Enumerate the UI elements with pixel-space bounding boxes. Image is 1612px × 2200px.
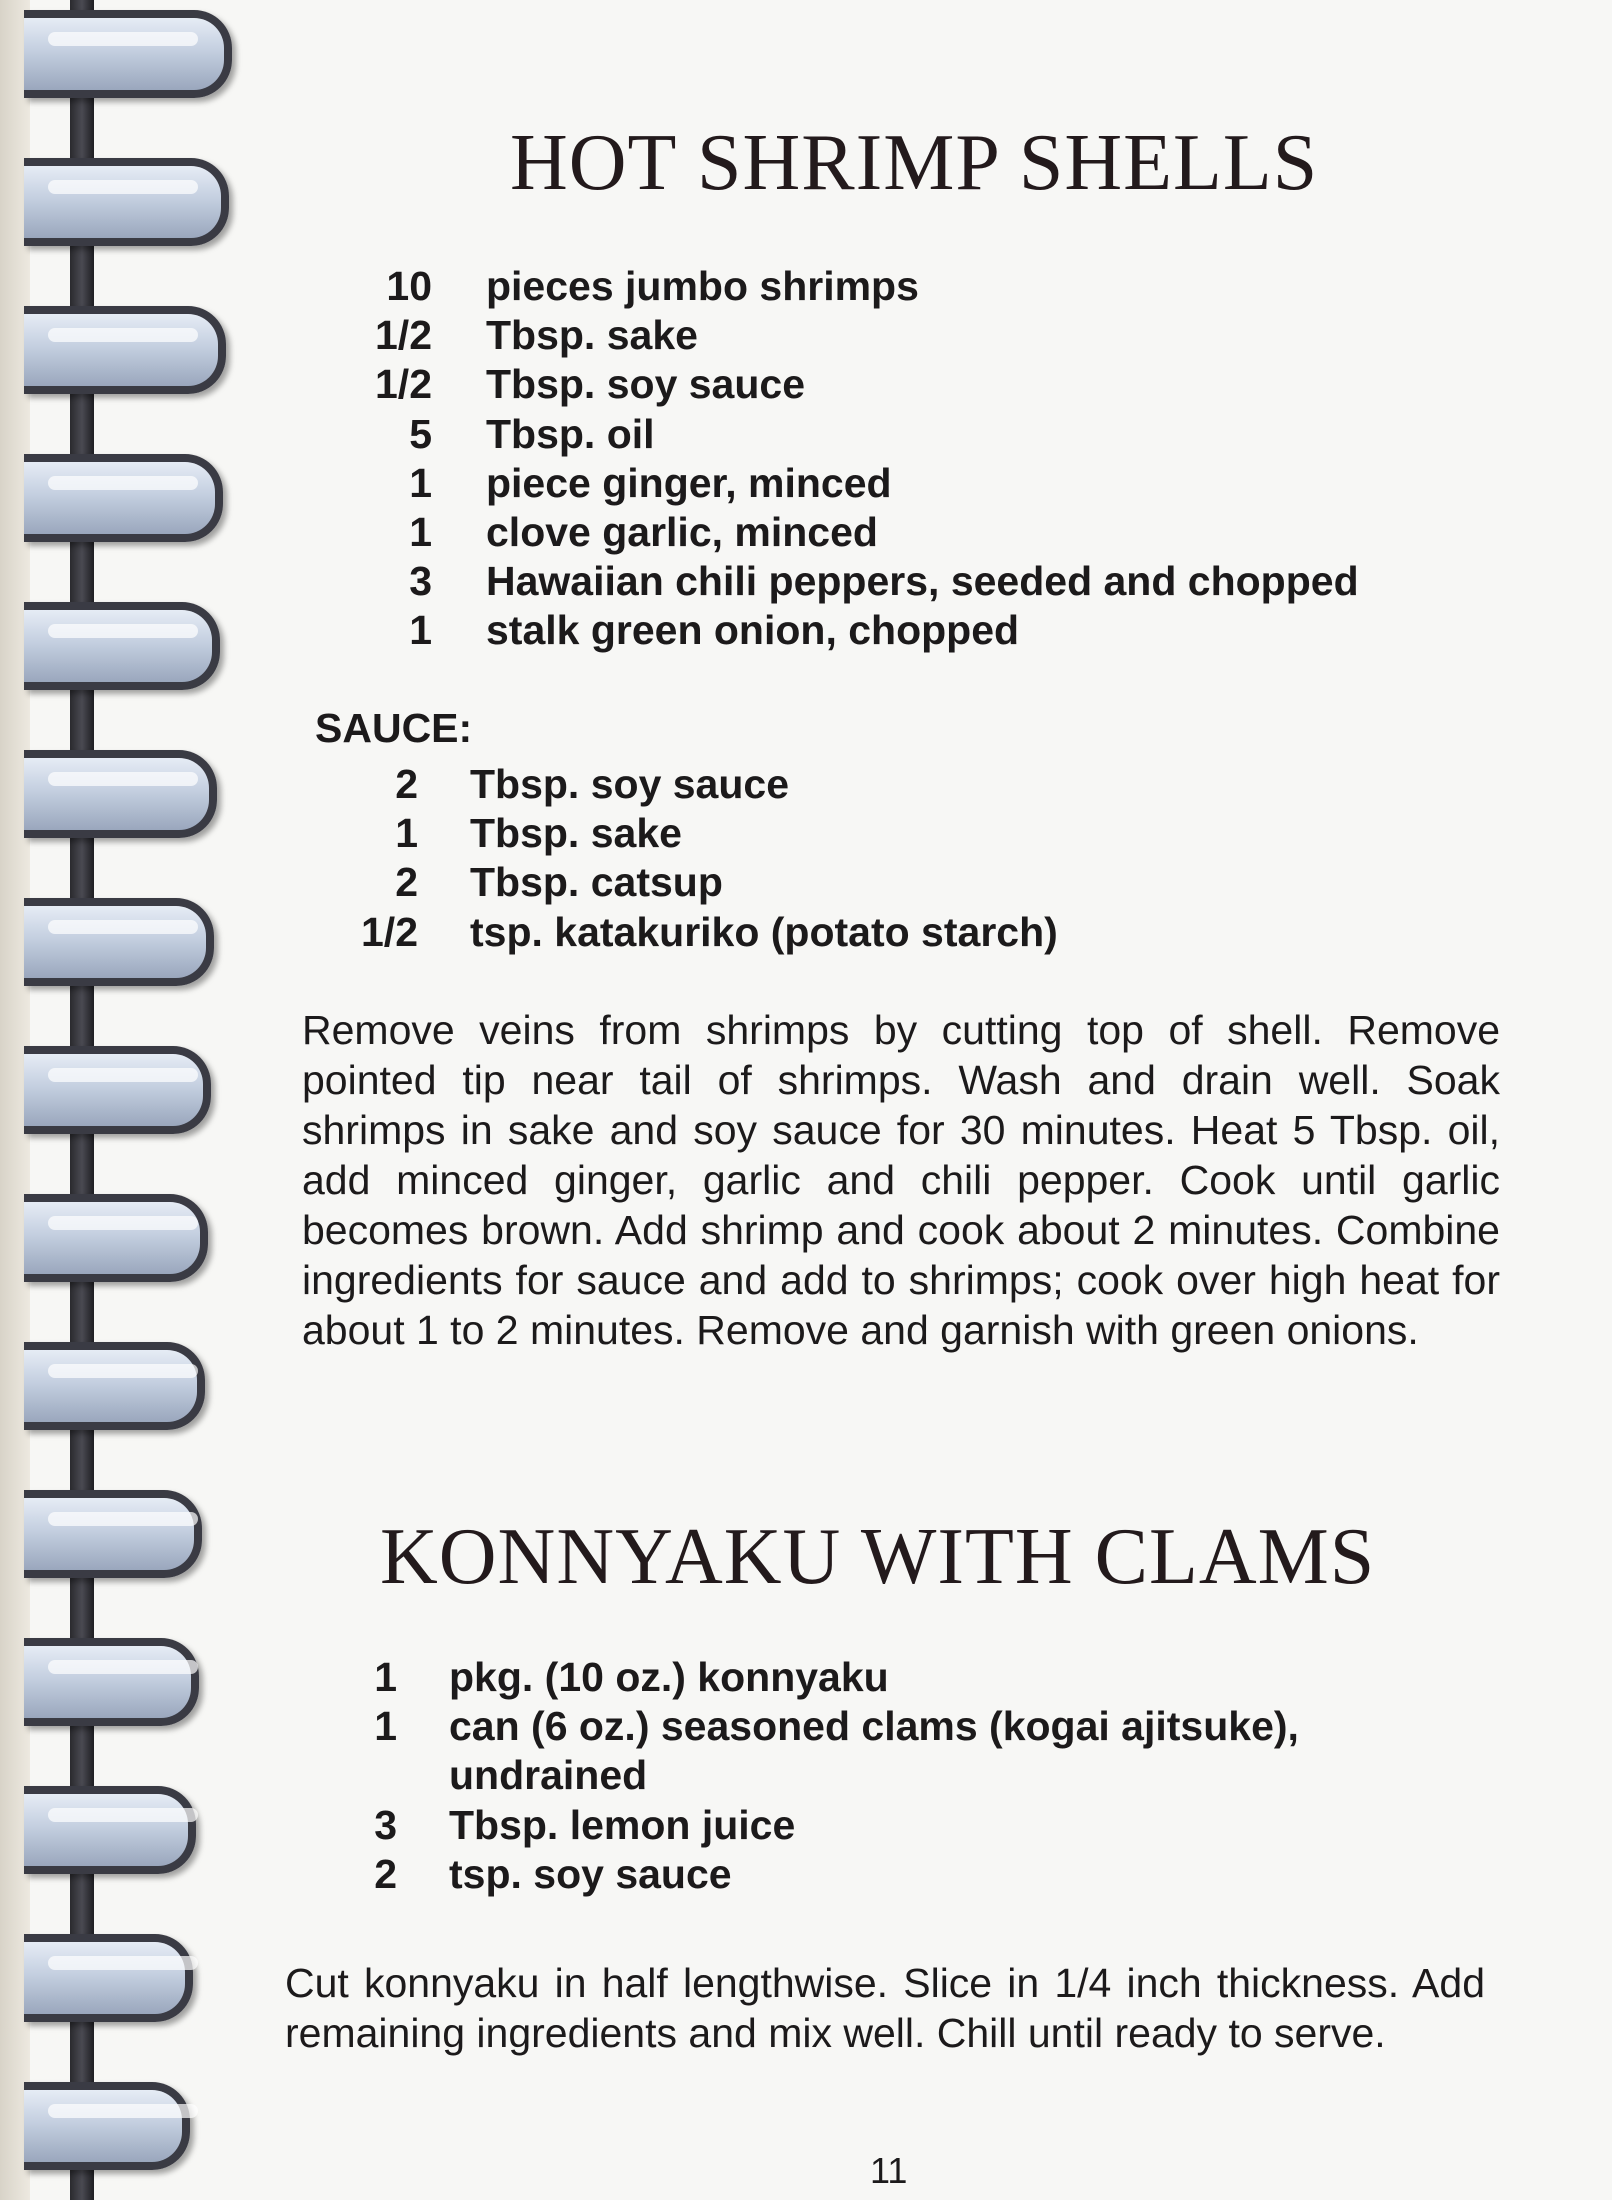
ingredient-quantity: 1 (409, 459, 432, 506)
spiral-binding (0, 0, 240, 2200)
ingredient-item (360, 606, 1420, 655)
ingredient-item (360, 459, 1420, 508)
sauce-label: SAUCE: (315, 705, 473, 751)
binding-coil (24, 306, 226, 394)
instructions-hot-shrimp: Remove veins from shrimps by cutting top of shell. Remove pointed tip near tail of shrimps. Wash and drain well. Soak shrimps in sake and soy sauce for 30 minutes. Heat 5 Tbsp. oil, add minced ginger, garlic and chili pepper. Cook until garlic becomes brown. Add shrimp and cook about 2 minutes. Combine ingredients for sauce and add to shrimps; cook over high heat for about 1 to 2 minutes. Remove and garnish with green onions. (302, 1007, 1500, 1354)
ingredient-quantity: 1 (374, 1654, 397, 1700)
binding-coil (24, 10, 232, 98)
ingredient-item (355, 1801, 1355, 1850)
binding-coil (24, 2082, 190, 2170)
ingredient-quantity: 1 (409, 508, 432, 555)
ingredient-text: tsp. katakuriko (potato starch) (470, 908, 1058, 955)
binding-coil (24, 454, 223, 542)
ingredient-item (340, 908, 1400, 957)
binding-coil (24, 602, 220, 690)
ingredient-text: stalk green onion, chopped (486, 607, 1020, 654)
ingredient-text: can (6 oz.) seasoned clams (kogai ajitsuke), undrained (449, 1703, 1299, 1799)
ingredient-list-konnyaku (355, 1653, 1355, 1899)
instructions-konnyaku: Cut konnyaku in half lengthwise. Slice in 1/4 inch thickness. Add remaining ingredients and mix well. Chill until ready to serve. (285, 1960, 1485, 2057)
ingredient-item (360, 360, 1420, 409)
ingredient-item (340, 760, 1400, 809)
ingredient-text: Tbsp. soy sauce (486, 361, 806, 408)
ingredient-item (360, 410, 1420, 459)
page-number: 11 (870, 2150, 908, 2191)
ingredient-text: Tbsp. lemon juice (449, 1801, 796, 1848)
binding-coil (24, 1194, 208, 1282)
sauce-ingredient-list (340, 760, 1400, 957)
ingredient-quantity: 2 (395, 859, 418, 906)
ingredient-text: Tbsp. sake (470, 810, 682, 857)
ingredient-text: pkg. (10 oz.) konnyaku (449, 1654, 889, 1700)
ingredient-text: Tbsp. sake (486, 312, 698, 359)
binding-coil (24, 750, 217, 838)
ingredient-text: Tbsp. oil (486, 410, 655, 457)
ingredient-list-hot-shrimp (360, 262, 1420, 656)
ingredient-quantity: 2 (374, 1850, 397, 1897)
ingredient-text: Tbsp. soy sauce (470, 761, 790, 807)
binding-coil (24, 1342, 205, 1430)
binding-coil (24, 1786, 196, 1874)
ingredient-item (360, 557, 1420, 606)
binding-coil (24, 898, 214, 986)
ingredient-quantity: 1/2 (375, 312, 432, 359)
ingredient-item (360, 508, 1420, 557)
ingredient-item (360, 311, 1420, 360)
ingredient-quantity: 1 (395, 810, 418, 857)
binding-coil (24, 1490, 202, 1578)
ingredient-quantity: 5 (409, 410, 432, 457)
binding-coil (24, 158, 229, 246)
ingredient-quantity: 2 (395, 761, 418, 807)
ingredient-item (340, 858, 1400, 907)
ingredient-text: tsp. soy sauce (449, 1850, 732, 1897)
ingredient-quantity: 1/2 (375, 361, 432, 408)
ingredient-text: clove garlic, minced (486, 508, 878, 555)
ingredient-quantity: 1/2 (361, 908, 418, 955)
ingredient-quantity: 10 (386, 263, 432, 309)
ingredient-quantity: 3 (409, 558, 432, 605)
recipe-title-konnyaku-with-clams: KONNYAKU WITH CLAMS (380, 1513, 1376, 1601)
ingredient-item (355, 1702, 1355, 1800)
ingredient-quantity: 1 (374, 1703, 397, 1750)
ingredient-quantity: 1 (409, 607, 432, 654)
recipe-title-hot-shrimp-shells: HOT SHRIMP SHELLS (510, 119, 1319, 207)
ingredient-item (340, 809, 1400, 858)
binding-coil (24, 1934, 193, 2022)
ingredient-text: pieces jumbo shrimps (486, 263, 919, 309)
ingredient-quantity: 3 (374, 1801, 397, 1848)
ingredient-item (355, 1653, 1355, 1702)
ingredient-text: Hawaiian chili peppers, seeded and chopped (486, 558, 1359, 605)
ingredient-item (360, 262, 1420, 311)
binding-coil (24, 1638, 199, 1726)
ingredient-text: piece ginger, minced (486, 459, 892, 506)
ingredient-item (355, 1850, 1355, 1899)
ingredient-text: Tbsp. catsup (470, 859, 723, 906)
binding-coil (24, 1046, 211, 1134)
